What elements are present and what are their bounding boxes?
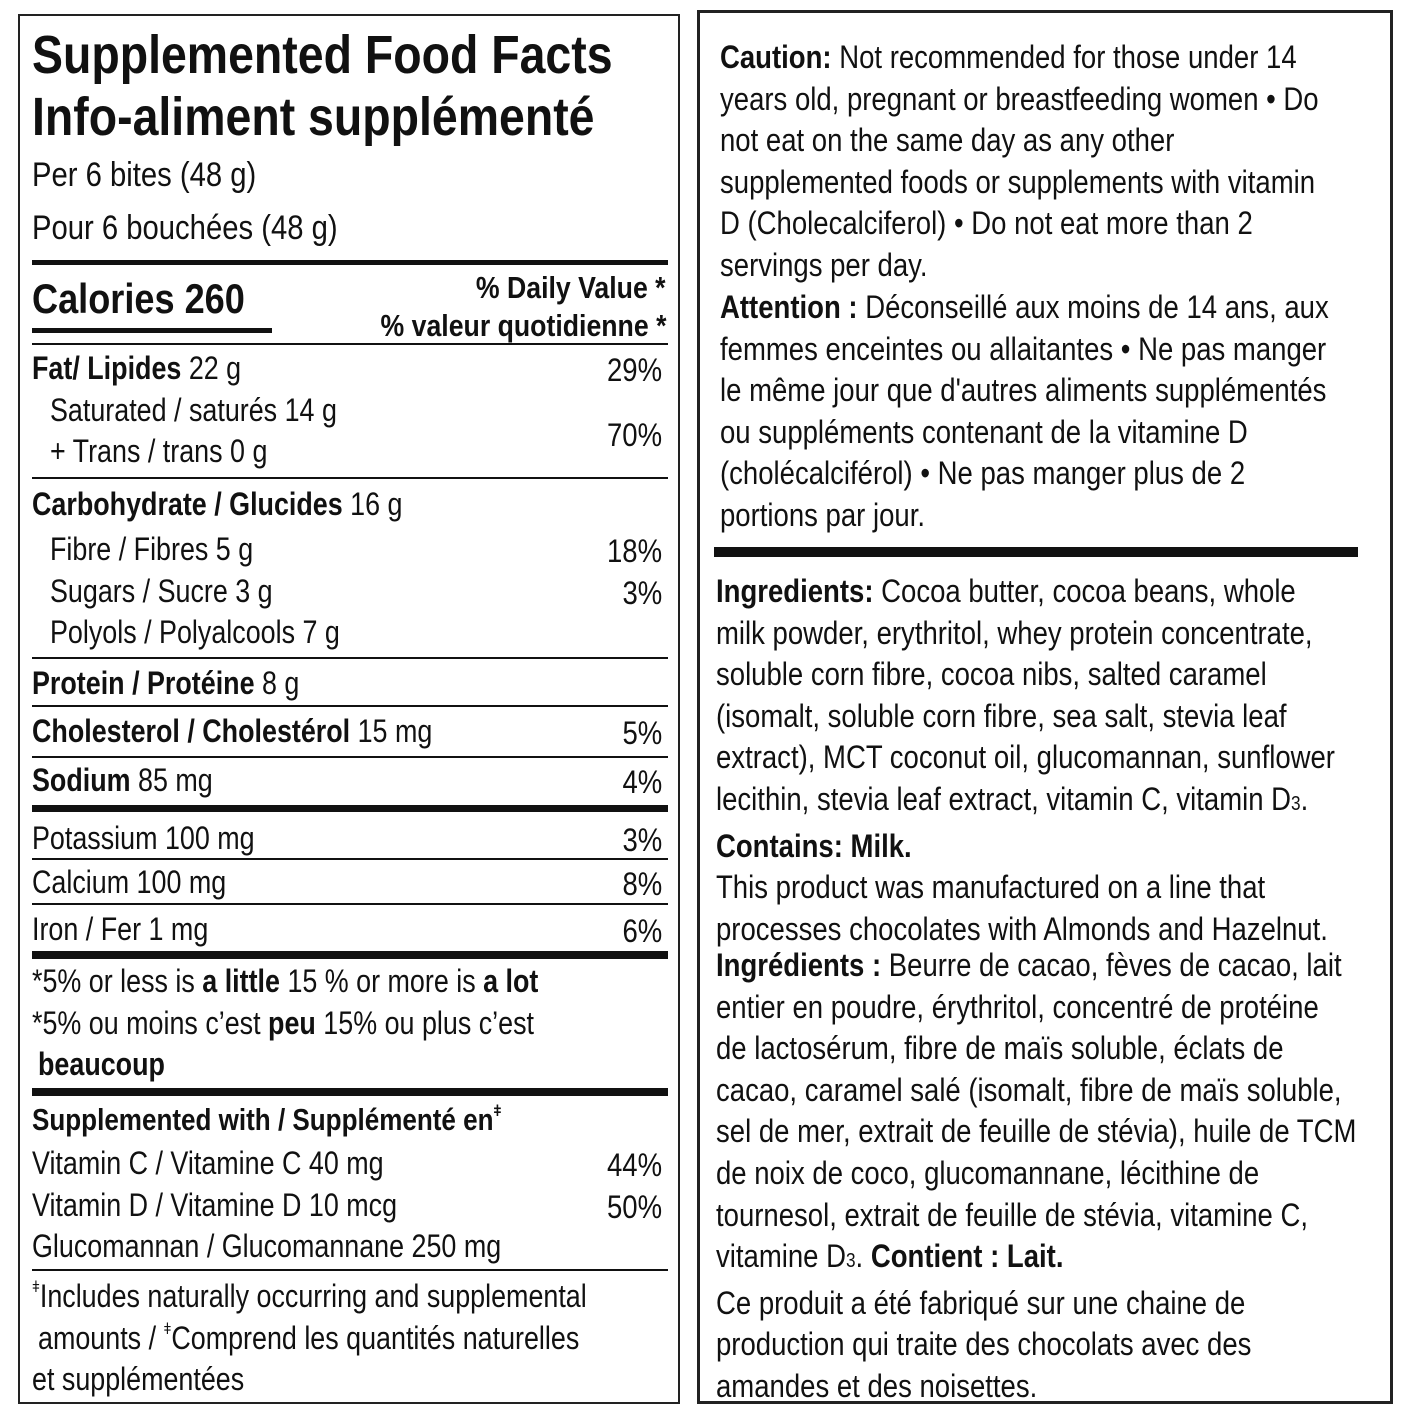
calories-label: Calories: [32, 275, 175, 322]
protein-row: Protein / Protéine 8 g: [32, 665, 300, 701]
divider: [32, 477, 668, 479]
divider: [32, 951, 668, 959]
sodium-dv: 4%: [622, 764, 662, 800]
dagger-mark: ǂ: [493, 1103, 502, 1120]
serving-size-en: Per 6 bites (48 g): [32, 156, 257, 194]
vitamin-d-row: Vitamin D / Vitamine D 10 mcg: [32, 1187, 398, 1223]
attention-text: Attention : Déconseillé aux moins de 14 ans, aux femmes enceintes ou allaitantes • Ne pas manger le même jour que d'autres aliments supplémentés ou suppléments contenant de la vitamine D (cholécalciférol) • Ne pas manger plus de 2 portions par jour.: [720, 289, 1329, 533]
divider: [32, 805, 668, 812]
caution-label: Caution:: [720, 39, 832, 75]
vitamin-d-dv: 50%: [606, 1189, 662, 1225]
iron-dv: 6%: [622, 913, 662, 949]
iron-row: Iron / Fer 1 mg: [32, 911, 209, 947]
daily-value-heading-fr: % valeur quotidienne *: [380, 308, 666, 343]
divider: [32, 657, 668, 659]
carbohydrate-row: Carbohydrate / Glucides 16 g: [32, 486, 403, 522]
calcium-row: Calcium 100 mg: [32, 864, 227, 900]
nutrition-facts-table: [18, 14, 680, 1404]
warnings-ingredients-panel: [697, 10, 1393, 1404]
footnote-fr: *5% ou moins c’est peu 15% ou plus c’est: [32, 1005, 534, 1041]
contains-fr: Contient : Lait.: [870, 1238, 1064, 1275]
divider: [32, 1088, 668, 1096]
sat-trans-dv: 70%: [606, 417, 662, 453]
divider: [32, 705, 668, 707]
fat-dv: 29%: [606, 352, 662, 388]
footnote-en: *5% or less is a little 15 % or more is a lot: [32, 963, 539, 999]
sodium-row: Sodium 85 mg: [32, 762, 213, 798]
trans-row: + Trans / trans 0 g: [50, 433, 268, 469]
sugars-row: Sugars / Sucre 3 g: [50, 573, 273, 609]
potassium-dv: 3%: [622, 822, 662, 858]
divider: [32, 343, 668, 345]
fibre-dv: 18%: [606, 533, 662, 569]
includes-note-line1: $^ǂ$Includes naturally occurring and supplemental: [32, 1278, 587, 1314]
includes-note-line2: amounts / $^ǂ$Comprend les quantités naturelles: [38, 1320, 580, 1356]
calories-value: 260: [184, 275, 245, 322]
polyols-row: Polyols / Polyalcools 7 g: [50, 614, 340, 650]
divider: [32, 858, 668, 860]
divider: [714, 547, 1358, 557]
title-en: Supplemented Food Facts: [32, 25, 613, 85]
fat-row: Fat/ Lipides 22 g: [32, 350, 242, 386]
contains-en: Contains: Milk.: [716, 827, 912, 864]
vitamin-c-dv: 44%: [606, 1147, 662, 1183]
fibre-row: Fibre / Fibres 5 g: [50, 531, 254, 567]
ingredients-en: Ingredients: Cocoa butter, cocoa beans, whole milk powder, erythritol, whey protein concentrate, soluble corn fibre, cocoa nibs, salted caramel (isomalt, soluble corn fibre, sea salt, stevia leaf extract), MCT coconut oil, glucomannan, sunflower lecithin, stevia leaf extract, vitamin C, vitamin D3. Contains: Milk. This product was manufactured on a line that processes chocolates with Almonds and Hazelnut.: [716, 573, 1335, 947]
saturated-row: Saturated / saturés 14 g: [50, 392, 337, 428]
caution-text: Caution: Not recommended for those under 14 years old, pregnant or breastfeeding women • Do not eat on the same day as any other supplemented foods or supplements with vitamin D (Cholecalciferol) • Do not eat more than 2 servings per day.: [720, 39, 1319, 283]
cholesterol-row: Cholesterol / Cholestérol 15 mg: [32, 713, 433, 749]
supplemented-heading: Supplemented with / Supplémenté $en^ǂ$: [32, 1102, 502, 1137]
cholesterol-dv: 5%: [622, 715, 662, 751]
calories: [32, 275, 245, 322]
sugars-dv: 3%: [622, 575, 662, 611]
serving-size-fr: Pour 6 bouchées (48 g): [32, 209, 338, 247]
ingredients-fr: Ingrédients : Beurre de cacao, fèves de cacao, lait entier en poudre, érythritol, concentré de protéine de lactosérum, fibre de maïs soluble, éclats de cacao, caramel salé (isomalt, fibre de maïs soluble, sel de mer, extrait de feuille de stévia), huile de TCM de noix de coco, glucomannane, lécithine de tournesol, extrait de feuille de stévia, vitamine C, vitamine D3. Contient : Lait. Ce produit a été fabriqué sur une chaine de production qui traite des chocolats avec des amandes et des noisettes.: [716, 947, 1357, 1404]
ingredients-fr-label: Ingrédients :: [716, 947, 882, 983]
vitamin-c-row: Vitamin C / Vitamine C 40 mg: [32, 1145, 384, 1181]
daily-value-heading-en: % Daily Value *: [476, 270, 666, 305]
attention-label: Attention :: [720, 289, 858, 325]
divider: [32, 903, 668, 905]
divider: [32, 756, 668, 758]
title-fr: Info-aliment supplémenté: [32, 87, 595, 147]
glucomannan-row: Glucomannan / Glucomannane 250 mg: [32, 1228, 502, 1264]
footnote-fr-beaucoup: beaucoup: [38, 1046, 165, 1082]
divider: [32, 260, 668, 265]
includes-note-line3: et supplémentées: [32, 1361, 245, 1397]
divider: [32, 1269, 668, 1271]
potassium-row: Potassium 100 mg: [32, 820, 255, 856]
divider: [32, 328, 272, 333]
ingredients-en-label: Ingredients:: [716, 573, 874, 609]
calcium-dv: 8%: [622, 866, 662, 902]
